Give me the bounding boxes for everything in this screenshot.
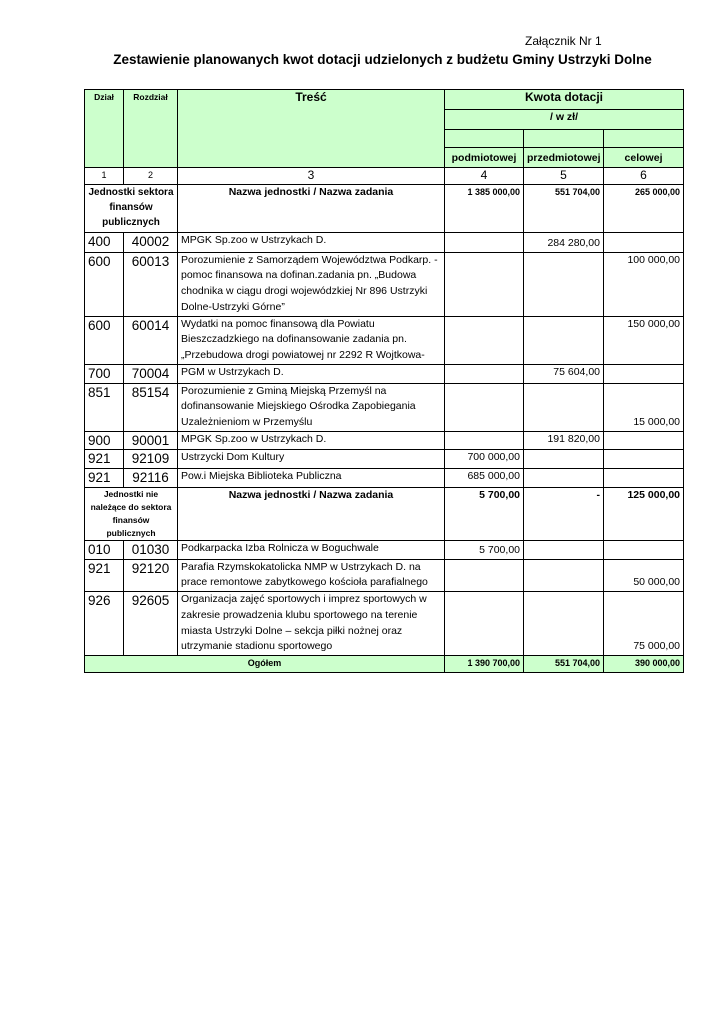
section-podmiotowej: 1 385 000,00 bbox=[445, 184, 524, 232]
section-label: Jednostki sektora finansów publicznych bbox=[85, 184, 178, 232]
cell-tresc: Porozumienie z Samorządem Województwa Podkarp. - pomoc finansowa na dofinan.zadania pn. „Budowa chodnika w ciągu drogi wojewódzkiej Nr 896 Ustrzyki Dolne-Ustrzyki Górne” bbox=[178, 252, 445, 316]
cell-przedmiotowej bbox=[524, 592, 604, 656]
cell-tresc: PGM w Ustrzykach D. bbox=[178, 364, 445, 383]
cell-celowej bbox=[604, 449, 684, 468]
section-przedmiotowej: 551 704,00 bbox=[524, 184, 604, 232]
header-rozdzial: Rozdział bbox=[124, 90, 178, 168]
cell-przedmiotowej bbox=[524, 468, 604, 487]
cell-tresc: Porozumienie z Gminą Miejską Przemyśl na dofinansowanie Miejskiego Ośrodka Zapobiegania Uzależnieniom w Przemyślu bbox=[178, 383, 445, 431]
cell-rozdzial: 85154 bbox=[124, 383, 178, 431]
section-celowej: 265 000,00 bbox=[604, 184, 684, 232]
cell-celowej: 15 000,00 bbox=[604, 383, 684, 431]
total-celowej: 390 000,00 bbox=[604, 655, 684, 672]
cell-przedmiotowej: 284 280,00 bbox=[524, 232, 604, 252]
cell-rozdzial: 70004 bbox=[124, 364, 178, 383]
cell-celowej bbox=[604, 364, 684, 383]
header-przedmiotowej: przedmiotowej bbox=[524, 148, 604, 168]
cell-celowej bbox=[604, 232, 684, 252]
cell-dzial: 921 bbox=[85, 559, 124, 591]
page-title: Zestawienie planowanych kwot dotacji udzielonych z budżetu Gminy Ustrzyki Dolne bbox=[113, 52, 652, 67]
cell-dzial: 926 bbox=[85, 592, 124, 656]
header-blank bbox=[445, 130, 524, 148]
cell-przedmiotowej bbox=[524, 449, 604, 468]
cell-podmiotowej bbox=[445, 383, 524, 431]
col-number: 5 bbox=[524, 168, 604, 185]
header-tresc: Treść bbox=[178, 90, 445, 168]
cell-podmiotowej: 700 000,00 bbox=[445, 449, 524, 468]
header-unit: / w zł/ bbox=[445, 110, 684, 130]
cell-przedmiotowej bbox=[524, 559, 604, 591]
cell-dzial: 851 bbox=[85, 383, 124, 431]
col-number: 4 bbox=[445, 168, 524, 185]
section-celowej: 125 000,00 bbox=[604, 487, 684, 540]
cell-podmiotowej bbox=[445, 364, 524, 383]
cell-rozdzial: 92605 bbox=[124, 592, 178, 656]
header-podmiotowej: podmiotowej bbox=[445, 148, 524, 168]
col-number: 1 bbox=[85, 168, 124, 185]
header-blank bbox=[604, 130, 684, 148]
col-number: 2 bbox=[124, 168, 178, 185]
total-podmiotowej: 1 390 700,00 bbox=[445, 655, 524, 672]
cell-celowej bbox=[604, 431, 684, 449]
cell-tresc: MPGK Sp.zoo w Ustrzykach D. bbox=[178, 232, 445, 252]
cell-rozdzial: 60014 bbox=[124, 316, 178, 364]
cell-celowej: 150 000,00 bbox=[604, 316, 684, 364]
cell-przedmiotowej bbox=[524, 316, 604, 364]
annex-label: Załącznik Nr 1 bbox=[525, 34, 602, 48]
cell-tresc: Organizacja zajęć sportowych i imprez sportowych w zakresie prowadzenia klubu sportowego na terenie miasta Ustrzyki Dolne – sekcja piłki nożnej oraz utrzymanie stadionu sportowego bbox=[178, 592, 445, 656]
header-dzial: Dział bbox=[85, 90, 124, 168]
cell-przedmiotowej bbox=[524, 252, 604, 316]
cell-przedmiotowej: 75 604,00 bbox=[524, 364, 604, 383]
cell-tresc: Wydatki na pomoc finansową dla Powiatu Bieszczadzkiego na dofinansowanie zadania pn. „Przebudowa drogi powiatowej nr 2292 R Wojtkowa- bbox=[178, 316, 445, 364]
cell-celowej: 75 000,00 bbox=[604, 592, 684, 656]
cell-rozdzial: 90001 bbox=[124, 431, 178, 449]
col-number: 6 bbox=[604, 168, 684, 185]
section-name-header: Nazwa jednostki / Nazwa zadania bbox=[178, 487, 445, 540]
cell-rozdzial: 40002 bbox=[124, 232, 178, 252]
cell-dzial: 921 bbox=[85, 449, 124, 468]
cell-tresc: Pow.i Miejska Biblioteka Publiczna bbox=[178, 468, 445, 487]
section-label: Jednostki nie należące do sektora finansów publicznych bbox=[85, 487, 178, 540]
col-number: 3 bbox=[178, 168, 445, 185]
cell-dzial: 600 bbox=[85, 252, 124, 316]
cell-dzial: 700 bbox=[85, 364, 124, 383]
section-przedmiotowej: - bbox=[524, 487, 604, 540]
subsidy-table bbox=[84, 89, 684, 673]
cell-podmiotowej bbox=[445, 232, 524, 252]
cell-tresc: Ustrzycki Dom Kultury bbox=[178, 449, 445, 468]
cell-podmiotowej bbox=[445, 559, 524, 591]
cell-rozdzial: 01030 bbox=[124, 540, 178, 559]
cell-dzial: 600 bbox=[85, 316, 124, 364]
cell-podmiotowej: 5 700,00 bbox=[445, 540, 524, 559]
total-przedmiotowej: 551 704,00 bbox=[524, 655, 604, 672]
cell-tresc: Podkarpacka Izba Rolnicza w Boguchwale bbox=[178, 540, 445, 559]
cell-celowej bbox=[604, 468, 684, 487]
cell-przedmiotowej bbox=[524, 383, 604, 431]
section-podmiotowej: 5 700,00 bbox=[445, 487, 524, 540]
cell-dzial: 010 bbox=[85, 540, 124, 559]
cell-tresc: Parafia Rzymskokatolicka NMP w Ustrzykach D. na prace remontowe zabytkowego kościoła parafialnego bbox=[178, 559, 445, 591]
cell-celowej: 100 000,00 bbox=[604, 252, 684, 316]
header-blank bbox=[524, 130, 604, 148]
section-name-header: Nazwa jednostki / Nazwa zadania bbox=[178, 184, 445, 232]
cell-przedmiotowej: 191 820,00 bbox=[524, 431, 604, 449]
cell-celowej bbox=[604, 540, 684, 559]
cell-rozdzial: 60013 bbox=[124, 252, 178, 316]
cell-dzial: 921 bbox=[85, 468, 124, 487]
cell-podmiotowej bbox=[445, 431, 524, 449]
cell-dzial: 900 bbox=[85, 431, 124, 449]
cell-podmiotowej: 685 000,00 bbox=[445, 468, 524, 487]
cell-rozdzial: 92120 bbox=[124, 559, 178, 591]
cell-rozdzial: 92109 bbox=[124, 449, 178, 468]
cell-rozdzial: 92116 bbox=[124, 468, 178, 487]
cell-podmiotowej bbox=[445, 592, 524, 656]
cell-dzial: 400 bbox=[85, 232, 124, 252]
cell-przedmiotowej bbox=[524, 540, 604, 559]
total-label: Ogółem bbox=[85, 655, 445, 672]
cell-tresc: MPGK Sp.zoo w Ustrzykach D. bbox=[178, 431, 445, 449]
cell-celowej: 50 000,00 bbox=[604, 559, 684, 591]
header-celowej: celowej bbox=[604, 148, 684, 168]
cell-podmiotowej bbox=[445, 252, 524, 316]
cell-podmiotowej bbox=[445, 316, 524, 364]
header-kwota: Kwota dotacji bbox=[445, 90, 684, 110]
